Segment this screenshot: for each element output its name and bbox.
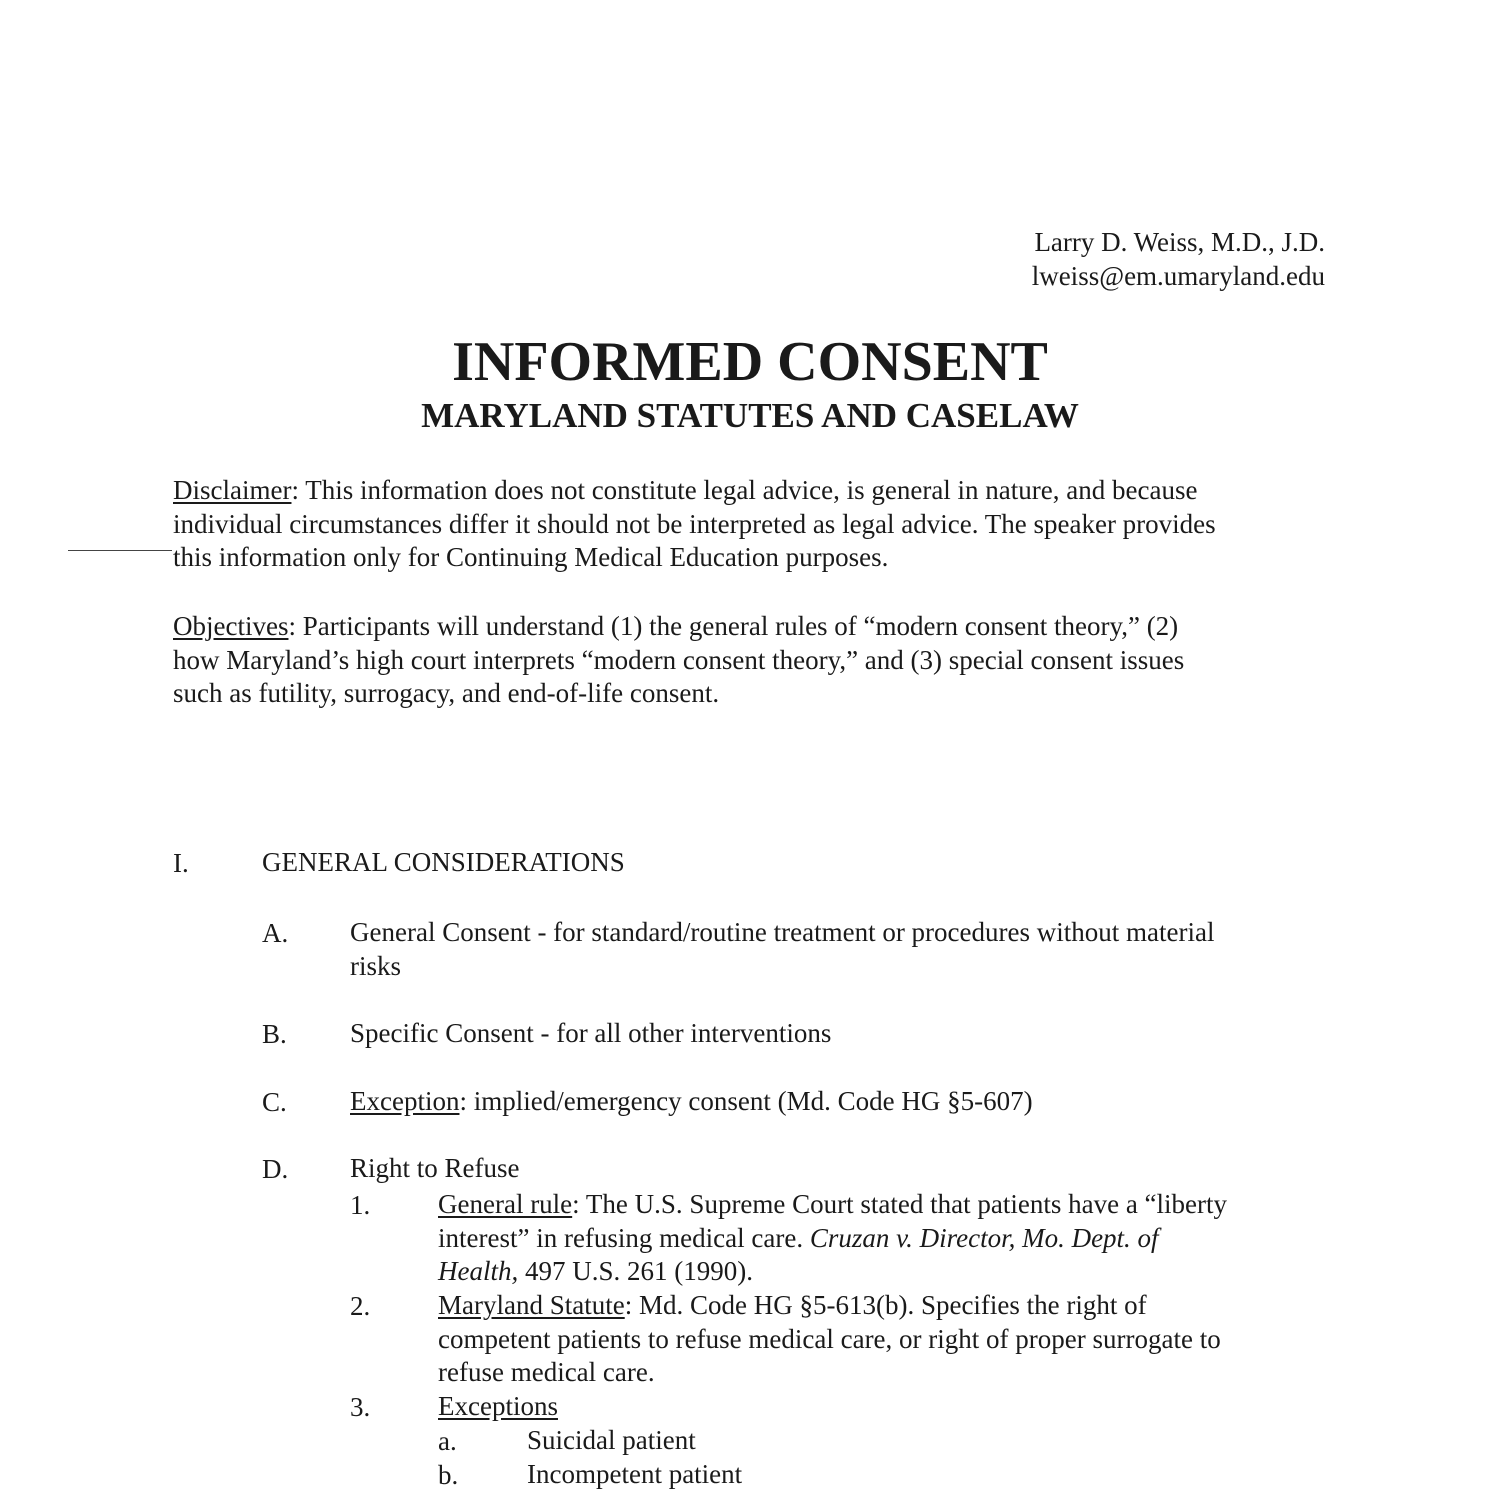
subsubitem-letter-a: a. bbox=[438, 1426, 457, 1456]
author-name: Larry D. Weiss, M.D., J.D. bbox=[1034, 227, 1325, 257]
objectives-line: : Participants will understand (1) the general rules of “modern consent theory,” (2) bbox=[288, 611, 1179, 641]
exception-incompetent-patient: Incompetent patient bbox=[527, 1459, 743, 1489]
item-letter-b: B. bbox=[262, 1019, 287, 1049]
subitem-number-1: 1. bbox=[350, 1190, 371, 1220]
subitem-general-rule bbox=[438, 1188, 1227, 1289]
item-general-consent bbox=[350, 916, 1214, 983]
page-subtitle: MARYLAND STATUTES AND CASELAW bbox=[421, 396, 1079, 435]
objectives-line: such as futility, surrogacy, and end-of-life consent. bbox=[173, 678, 720, 708]
item-line: refuse medical care. bbox=[438, 1357, 655, 1387]
exceptions-label: Exceptions bbox=[438, 1391, 558, 1421]
item-line: interest” in refusing medical care. bbox=[438, 1222, 810, 1253]
item-letter-c: C. bbox=[262, 1087, 287, 1117]
subitem-exceptions bbox=[438, 1390, 558, 1424]
margin-stray-line bbox=[68, 550, 172, 551]
author-block bbox=[1032, 225, 1325, 293]
subitem-number-3: 3. bbox=[350, 1392, 371, 1422]
statute-label: Maryland Statute bbox=[438, 1290, 625, 1320]
disclaimer-label: Disclaimer bbox=[173, 475, 292, 505]
page-title: INFORMED CONSENT bbox=[452, 331, 1048, 393]
exception-suicidal-patient: Suicidal patient bbox=[527, 1425, 696, 1455]
disclaimer-paragraph bbox=[173, 474, 1333, 575]
item-line: : Md. Code HG §5-613(b). Specifies the right of bbox=[624, 1290, 1147, 1320]
objectives-line: how Maryland’s high court interprets “modern consent theory,” and (3) special consent issues bbox=[173, 644, 1185, 675]
item-specific-consent: Specific Consent - for all other interventions bbox=[350, 1018, 832, 1048]
author-email: lweiss@em.umaryland.edu bbox=[1031, 261, 1325, 291]
item-line: 497 U.S. 261 (1990). bbox=[518, 1256, 753, 1286]
general-rule-label: General rule bbox=[438, 1189, 573, 1219]
item-line: competent patients to refuse medical care, or right of proper surrogate to bbox=[438, 1323, 1221, 1354]
objectives-paragraph bbox=[173, 610, 1333, 711]
item-letter-d: D. bbox=[262, 1154, 289, 1184]
item-exception bbox=[350, 1085, 1033, 1119]
subsubitem-letter-b: b. bbox=[438, 1460, 459, 1490]
item-line: : The U.S. Supreme Court stated that patients have a “liberty bbox=[572, 1189, 1228, 1219]
disclaimer-line: this information only for Continuing Medical Education purposes. bbox=[173, 542, 889, 572]
exception-text: : implied/emergency consent (Md. Code HG §5-607) bbox=[459, 1086, 1033, 1116]
case-citation: Health, bbox=[438, 1256, 519, 1286]
exception-label: Exception bbox=[350, 1086, 460, 1116]
section-number: I. bbox=[173, 848, 189, 878]
subitem-number-2: 2. bbox=[350, 1291, 371, 1321]
disclaimer-line: individual circumstances differ it should not be interpreted as legal advice. The speaker provides bbox=[173, 508, 1216, 539]
section-heading: GENERAL CONSIDERATIONS bbox=[262, 847, 625, 877]
item-right-to-refuse: Right to Refuse bbox=[350, 1153, 520, 1183]
disclaimer-line: : This information does not constitute legal advice, is general in nature, and because bbox=[291, 475, 1198, 505]
item-line: risks bbox=[350, 950, 402, 981]
case-citation: Cruzan v. Director, Mo. Dept. of bbox=[809, 1222, 1159, 1253]
item-line: General Consent - for standard/routine treatment or procedures without material bbox=[350, 917, 1215, 947]
item-letter-a: A. bbox=[262, 918, 289, 948]
objectives-label: Objectives bbox=[173, 611, 289, 641]
subitem-maryland-statute bbox=[438, 1289, 1221, 1390]
